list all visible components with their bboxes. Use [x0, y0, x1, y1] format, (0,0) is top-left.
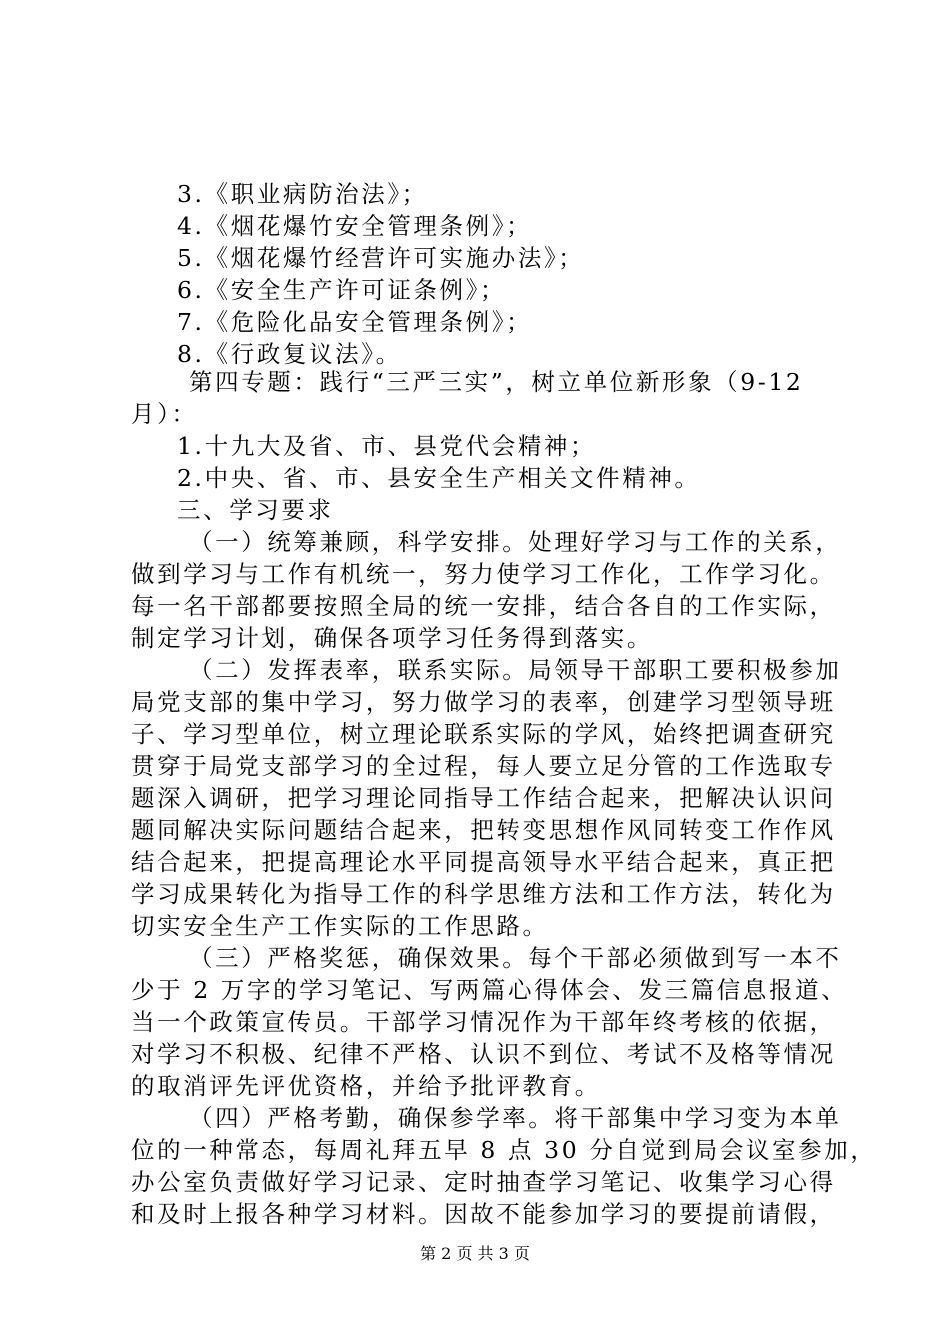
- text-line: 少于 2 万字的学习笔记、写两篇心得体会、发三篇信息报道、: [131, 976, 848, 1004]
- text-line: 当一个政策宣传员。干部学习情况作为干部年终考核的依据，: [131, 1008, 836, 1036]
- text-line: 2.中央、省、市、县安全生产相关文件精神。: [177, 464, 701, 492]
- text-line: 8.《行政复议法》。: [177, 340, 402, 368]
- text-line: 1.十九大及省、市、县党代会精神；: [177, 432, 597, 460]
- text-line: 贯穿于局党支部学习的全过程，每人要立足分管的工作选取专: [131, 752, 836, 780]
- text-line: 切实安全生产工作实际的工作思路。: [131, 912, 549, 940]
- text-line: 的取消评先评优资格，并给予批评教育。: [131, 1072, 601, 1100]
- text-line: 子、学习型单位，树立理论联系实际的学风，始终把调查研究: [131, 720, 836, 748]
- text-line: （一）统筹兼顾，科学安排。处理好学习与工作的关系，: [189, 528, 842, 556]
- text-line: 3.《职业病防治法》；: [177, 180, 428, 208]
- text-line: 第四专题：践行“三严三实”，树立单位新形象（9-12: [189, 368, 804, 396]
- text-line: 对学习不积极、纪律不严格、认识不到位、考试不及格等情况: [131, 1040, 836, 1068]
- text-line: 位的一种常态，每周礼拜五早 8 点 30 分自觉到局会议室参加，: [131, 1136, 877, 1164]
- text-line: （四）严格考勤，确保参学率。将干部集中学习变为本单: [189, 1104, 842, 1132]
- text-line: 做到学习与工作有机统一，努力使学习工作化，工作学习化。: [131, 560, 836, 588]
- text-line: 制定学习计划，确保各项学习任务得到落实。: [131, 624, 653, 652]
- text-line: 题同解决实际问题结合起来，把转变思想作风同转变工作作风: [131, 816, 836, 844]
- text-line: 学习成果转化为指导工作的科学思维方法和工作方法，转化为: [131, 880, 836, 908]
- section-heading: 三、学习要求: [177, 496, 334, 524]
- text-line: 每一名干部都要按照全局的统一安排，结合各自的工作实际，: [131, 592, 836, 620]
- text-line: 4.《烟花爆竹安全管理条例》；: [177, 212, 533, 240]
- text-line: 5.《烟花爆竹经营许可实施办法》；: [177, 244, 585, 272]
- text-line: 月）：: [131, 400, 198, 428]
- text-line: 7.《危险化品安全管理条例》；: [177, 308, 533, 336]
- text-line: 局党支部的集中学习，努力做学习的表率，创建学习型领导班: [131, 688, 836, 716]
- text-line: 办公室负责做好学习记录、定时抽查学习笔记、收集学习心得: [131, 1168, 836, 1196]
- text-line: 题深入调研，把学习理论同指导工作结合起来，把解决认识问: [131, 784, 836, 812]
- text-line: 6.《安全生产许可证条例》；: [177, 276, 507, 304]
- text-line: （二）发挥表率，联系实际。局领导干部职工要积极参加: [189, 656, 842, 684]
- text-line: 和及时上报各种学习材料。因故不能参加学习的要提前请假，: [131, 1200, 836, 1228]
- text-line: 结合起来，把提高理论水平同提高领导水平结合起来，真正把: [131, 848, 836, 876]
- text-line: （三）严格奖惩，确保效果。每个干部必须做到写一本不: [189, 944, 842, 972]
- page-number-footer: 第 2 页 共 3 页: [420, 1244, 530, 1263]
